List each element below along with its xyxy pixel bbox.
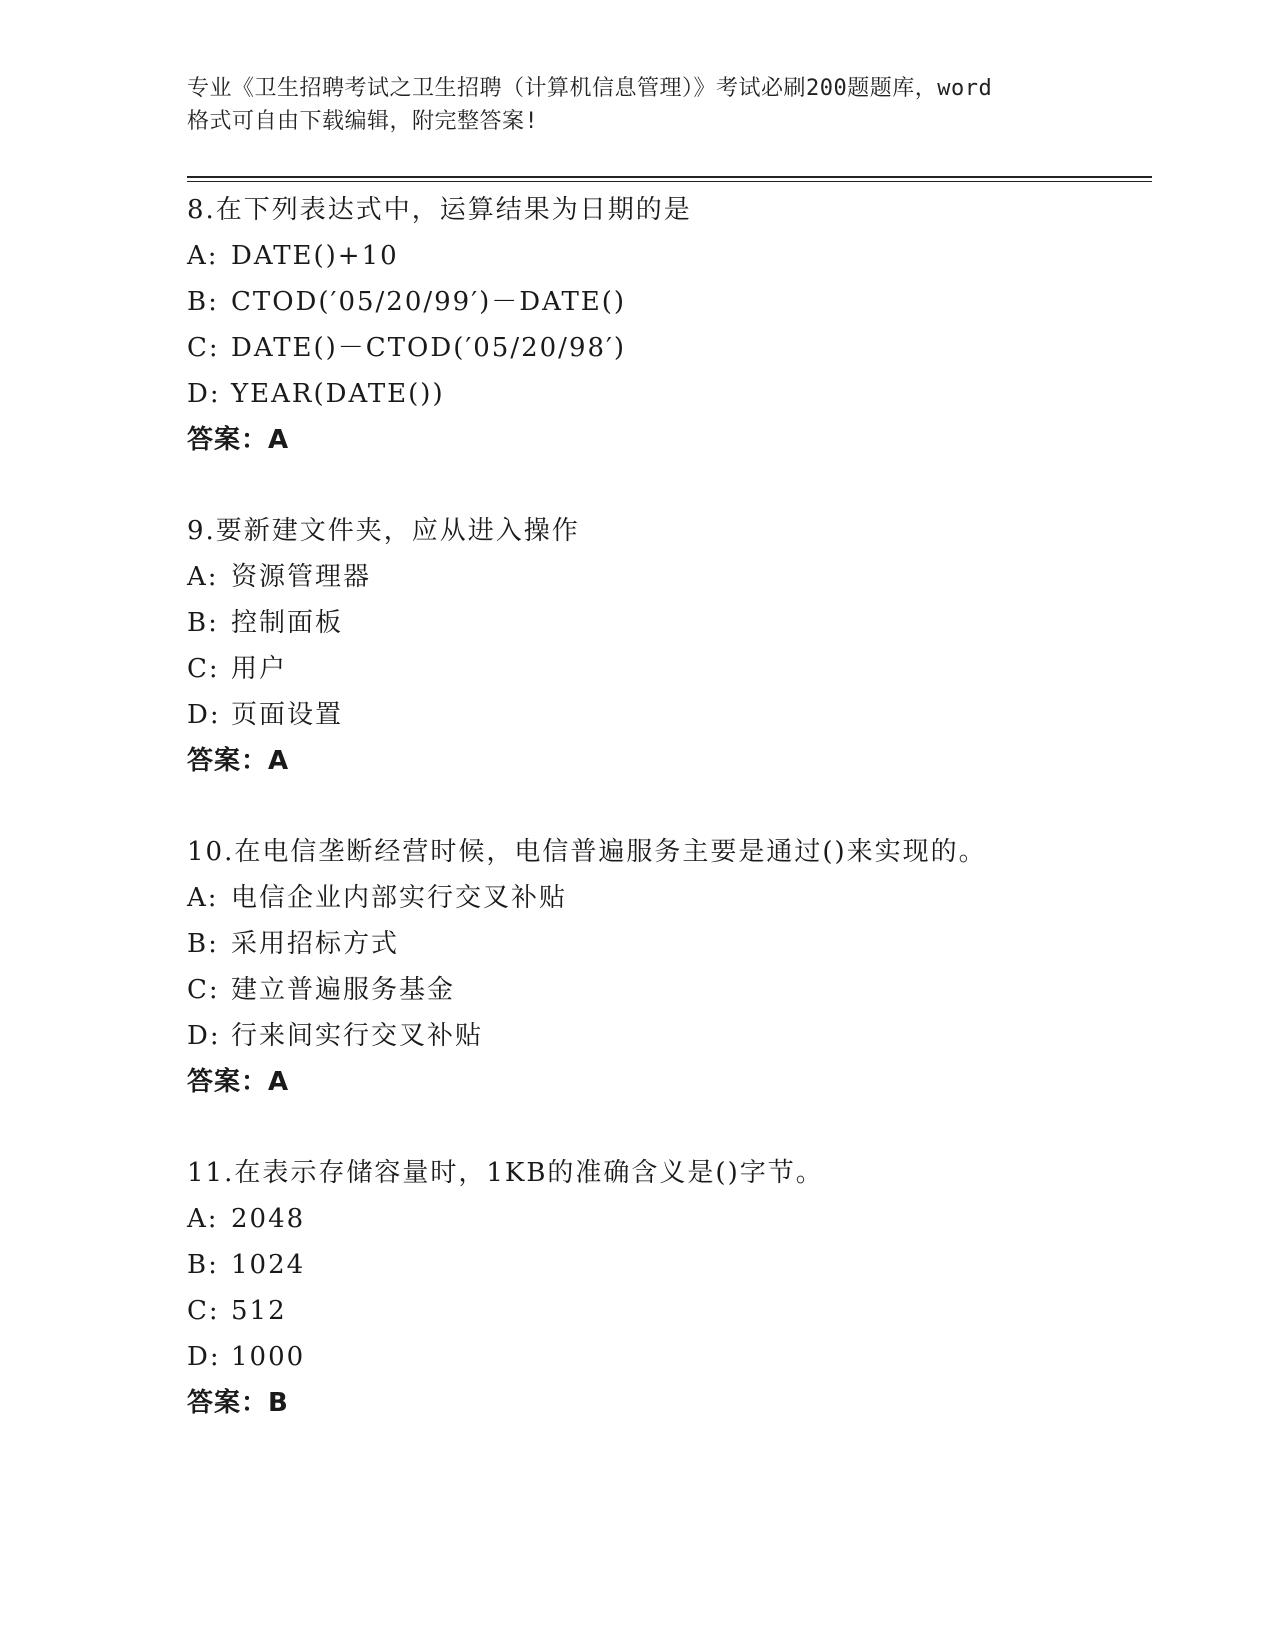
option-d xyxy=(187,692,1147,738)
question-stem: 11.在表示存储容量时，1KB的准确含义是()字节。 xyxy=(187,1158,824,1188)
option-letter: B: xyxy=(187,1250,219,1280)
option-d xyxy=(187,371,1147,417)
option-letter: D: xyxy=(187,1342,221,1372)
option-text: YEAR(DATE()) xyxy=(231,379,445,409)
option-letter: D: xyxy=(187,700,221,730)
option-letter: A: xyxy=(187,241,219,271)
answer-label: 答案：A xyxy=(187,746,290,776)
header-divider-thick xyxy=(187,176,1152,178)
option-text: 建立普遍服务基金 xyxy=(231,975,456,1005)
option-text: 1000 xyxy=(231,1342,306,1372)
option-letter: C: xyxy=(187,654,220,684)
option-letter: B: xyxy=(187,929,219,959)
option-text: 页面设置 xyxy=(231,700,344,730)
option-text: 行来间实行交叉补贴 xyxy=(231,1021,484,1051)
header-line-2: 格式可自由下载编辑，附完整答案! xyxy=(187,109,539,134)
answer-label: 答案：B xyxy=(187,1388,289,1418)
header-divider-thin xyxy=(187,181,1152,182)
question-item xyxy=(187,829,1147,1105)
option-b xyxy=(187,600,1147,646)
answer-label: 答案：A xyxy=(187,1067,290,1097)
document-header xyxy=(187,72,1087,138)
question-stem: 10.在电信垄断经营时候，电信普遍服务主要是通过()来实现的。 xyxy=(187,837,987,867)
option-text: 1024 xyxy=(231,1250,306,1280)
question-item xyxy=(187,1150,1147,1426)
option-letter: A: xyxy=(187,562,219,592)
question-list xyxy=(187,187,1147,1471)
option-letter: A: xyxy=(187,883,219,913)
option-a xyxy=(187,875,1147,921)
option-letter: D: xyxy=(187,1021,221,1051)
option-text: 2048 xyxy=(231,1204,306,1234)
option-b xyxy=(187,1242,1147,1288)
option-c xyxy=(187,325,1147,371)
option-text: 用户 xyxy=(231,654,288,684)
option-b xyxy=(187,279,1147,325)
option-letter: C: xyxy=(187,975,220,1005)
option-c xyxy=(187,1288,1147,1334)
option-letter: A: xyxy=(187,1204,219,1234)
option-letter: B: xyxy=(187,287,219,317)
question-item xyxy=(187,187,1147,463)
option-b xyxy=(187,921,1147,967)
option-letter: C: xyxy=(187,333,220,363)
question-stem: 9.要新建文件夹，应从进入操作 xyxy=(187,516,580,546)
option-a xyxy=(187,1196,1147,1242)
option-c xyxy=(187,646,1147,692)
question-stem: 8.在下列表达式中，运算结果为日期的是 xyxy=(187,195,692,225)
option-text: DATE()+10 xyxy=(231,241,399,271)
option-letter: D: xyxy=(187,379,221,409)
question-item xyxy=(187,508,1147,784)
option-d xyxy=(187,1334,1147,1380)
option-text: 电信企业内部实行交叉补贴 xyxy=(231,883,568,913)
answer-label: 答案：A xyxy=(187,425,290,455)
option-text: CTOD(′05/20/99′)－DATE() xyxy=(231,287,627,317)
option-letter: C: xyxy=(187,1296,220,1326)
option-text: 控制面板 xyxy=(231,608,344,638)
option-text: 采用招标方式 xyxy=(231,929,400,959)
option-a xyxy=(187,233,1147,279)
option-letter: B: xyxy=(187,608,219,638)
option-a xyxy=(187,554,1147,600)
option-text: 512 xyxy=(231,1296,287,1326)
option-d xyxy=(187,1013,1147,1059)
header-line-1: 专业《卫生招聘考试之卫生招聘（计算机信息管理）》考试必刷200题题库，word xyxy=(187,76,993,101)
option-c xyxy=(187,967,1147,1013)
option-text: 资源管理器 xyxy=(231,562,372,592)
option-text: DATE()－CTOD(′05/20/98′) xyxy=(231,333,627,363)
